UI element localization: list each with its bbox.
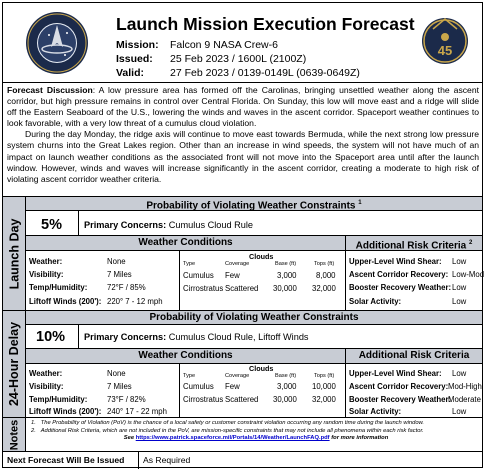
discussion-label: Forecast Discussion (7, 85, 93, 95)
delay-clouds-title: Clouds (249, 364, 274, 373)
forecast-discussion (7, 85, 479, 185)
launch-day-weather-label: Weather: (29, 257, 63, 266)
delay-risk-label-solar: Solar Activity: (349, 407, 402, 416)
launch-day-pov-header: Probability of Violating Weather Constraints $^1$ (26, 197, 482, 211)
cloud-header-type: Type (183, 261, 196, 267)
risk-label-solar: Solar Activity: (349, 297, 402, 306)
cloud-row-2-coverage: Scattered (225, 284, 259, 293)
risk-value-solar: Low (452, 297, 467, 306)
cloud-row-1-type: Cumulus (183, 271, 214, 280)
note-link-suffix: for more information (331, 435, 389, 442)
risk-label-ascent: Ascent Corridor Recovery: (349, 270, 449, 279)
issued-row (116, 53, 306, 65)
launch-day-temp-value: 72°F / 85% (107, 283, 146, 292)
delay-cloud-header-base: Base (ft) (275, 373, 297, 379)
delay-cloud-row-2-coverage: Scattered (225, 395, 259, 404)
delay-weather-header: Weather Conditions (26, 349, 345, 364)
delay-cloud-row-1-base: 3,000 (277, 382, 297, 391)
delay-temp-label: Temp/Humidity: (29, 395, 88, 404)
delay-cloud-header-tops: Tops (ft) (314, 373, 335, 379)
delay-risk-value-solar: Low (452, 407, 467, 416)
delay-pov-header: Probability of Violating Weather Constraints (26, 311, 482, 325)
cloud-row-2-tops: 32,000 (312, 284, 336, 293)
risk-value-ascent: Low-Mod (452, 270, 485, 279)
launch-day-side-label: Launch Day (3, 197, 26, 310)
valid-label: Valid: (116, 67, 145, 79)
risk-value-booster: Low (452, 283, 467, 292)
cloud-row-2-base: 30,000 (273, 284, 297, 293)
launch-day-weather-header: Weather Conditions (26, 236, 345, 251)
cloud-header-tops: Tops (ft) (314, 261, 335, 267)
launch-day-winds-value: 220° 7 - 12 mph (107, 297, 163, 306)
delay-cloud-row-2-type: Cirrostratus (183, 395, 224, 404)
delay-cloud-row-2-tops: 32,000 (312, 395, 336, 404)
delay-cloud-header-coverage: Coverage (225, 373, 250, 379)
weather-squadron-logo-icon (421, 11, 469, 71)
delay-winds-value: 240° 17 - 22 mph (107, 407, 167, 416)
launch-day-primary-concerns: Primary Concerns: Cumulus Cloud Rule (84, 220, 254, 230)
launch-day-visibility-value: 7 Miles (107, 270, 132, 279)
mission-value: Falcon 9 NASA Crew-6 (170, 39, 278, 51)
risk-label-booster: Booster Recovery Weather: (349, 283, 452, 292)
note-1-number: 1. (31, 420, 36, 426)
mission-row (116, 39, 278, 51)
launch-day-winds-label: Liftoff Winds (200'): (29, 297, 102, 306)
delay-risk-label-booster: Booster Recovery Weather: (349, 395, 452, 404)
risk-label-wind-shear: Upper-Level Wind Shear: (349, 257, 442, 266)
cloud-row-1-tops: 8,000 (316, 271, 336, 280)
note-see-text: See (123, 435, 135, 442)
delay-visibility-label: Visibility: (29, 382, 64, 391)
header (3, 3, 482, 83)
launch-day-clouds-title: Clouds (249, 252, 274, 261)
notes-section (3, 417, 482, 451)
launch-day-pov-value: 5% (41, 217, 62, 233)
cloud-header-base: Base (ft) (275, 261, 297, 267)
delay-temp-value: 73°F / 82% (107, 395, 146, 404)
delay-pov-value: 10% (36, 329, 66, 345)
discussion-paragraph-2: During the day Monday, the ridge axis will continue to move east towards Bermuda, while the next strong low pressure system churns into the Great Lakes region. Other than an increase in wind speeds, the system will not have much of an impact on launch weather conditions as the associated front will not move into the Spaceport area until after the launch window. However, winds and waves will increase significantly in the ascent corridor, creating a moderate to high risk of violating ascent corridor weather criteria. (7, 129, 479, 184)
delay-risk-label-ascent: Ascent Corridor Recovery: (349, 382, 449, 391)
next-forecast-row (3, 451, 482, 468)
note-2-text: Additional Risk Criteria, which are not included in the PoV, are mission-specific constraints that may not include all phenomena within each risk factor. (40, 427, 424, 434)
notes-content (31, 420, 481, 443)
valid-row (116, 67, 360, 79)
delay-section (3, 310, 482, 417)
launch-day-risk-header: Additional Risk Criteria $^2$ (346, 236, 482, 251)
delay-primary-concerns: Primary Concerns: Cumulus Cloud Rule, Liftoff Winds (84, 332, 309, 342)
forecast-page (2, 2, 483, 468)
mission-label: Mission: (116, 39, 159, 51)
faq-link[interactable]: https://www.patrick.spaceforce.mil/Portals/14/Weather/LaunchFAQ.pdf (135, 435, 330, 442)
logo-number: 45 (437, 43, 453, 58)
launch-day-section (3, 196, 485, 310)
cloud-row-1-base: 3,000 (277, 271, 297, 280)
note-2-number: 2. (31, 427, 36, 434)
page-title: Launch Mission Execution Forecast (116, 14, 415, 34)
delay-risk-value-ascent: Mod-High (448, 382, 482, 391)
delay-weather-value: None (107, 369, 126, 378)
delay-risk-value-booster: Moderate (448, 395, 481, 404)
next-forecast-label: Next Forecast Will Be Issued (7, 455, 125, 465)
delay-side-label: 24-Hour Delay (3, 311, 26, 417)
valid-value: 27 Feb 2023 / 0139-0149L (0639-0649Z) (170, 67, 360, 79)
delay-cloud-row-2-base: 30,000 (273, 395, 297, 404)
note-1-text: The Probability of Violation (PoV) is the chance of a local safety or customer constraint violation occurring any random time during the launch window. (40, 420, 425, 426)
cloud-row-2-type: Cirrostratus (183, 284, 224, 293)
discussion-paragraph-1: : A low pressure area has formed off the Carolinas, bringing unsettled weather along the ascent corridor, but high pressure remains in control over Central Florida. On Sunday, this low will move east and a ridge will slide off the Eastern Seaboard of the U.S., lowering the winds and waves in the ascent corridor. Spaceport weather continues to look favorable, with a very low threat of a cumulus cloud violation. (7, 85, 479, 129)
launch-day-visibility-label: Visibility: (29, 270, 64, 279)
cloud-row-1-coverage: Few (225, 271, 240, 280)
risk-value-wind-shear: Low (452, 257, 467, 266)
delay-cloud-header-type: Type (183, 373, 196, 379)
next-forecast-value: As Required (143, 455, 191, 465)
delay-visibility-value: 7 Miles (107, 382, 132, 391)
issued-value: 25 Feb 2023 / 1600L (2100Z) (170, 53, 307, 65)
delay-risk-header: Additional Risk Criteria (346, 349, 482, 364)
delay-cloud-row-1-type: Cumulus (183, 382, 214, 391)
delay-risk-label-wind-shear: Upper-Level Wind Shear: (349, 369, 442, 378)
space-force-seal-icon (25, 11, 89, 75)
cloud-header-coverage: Coverage (225, 261, 250, 267)
delay-cloud-row-1-coverage: Few (225, 382, 240, 391)
launch-day-temp-label: Temp/Humidity: (29, 283, 88, 292)
delay-risk-value-wind-shear: Low (452, 369, 467, 378)
notes-side-label: Notes (3, 418, 26, 451)
delay-weather-label: Weather: (29, 369, 63, 378)
issued-label: Issued: (116, 53, 153, 65)
delay-winds-label: Liftoff Winds (200'): (29, 407, 102, 416)
launch-day-weather-value: None (107, 257, 126, 266)
delay-cloud-row-1-tops: 10,000 (312, 382, 336, 391)
